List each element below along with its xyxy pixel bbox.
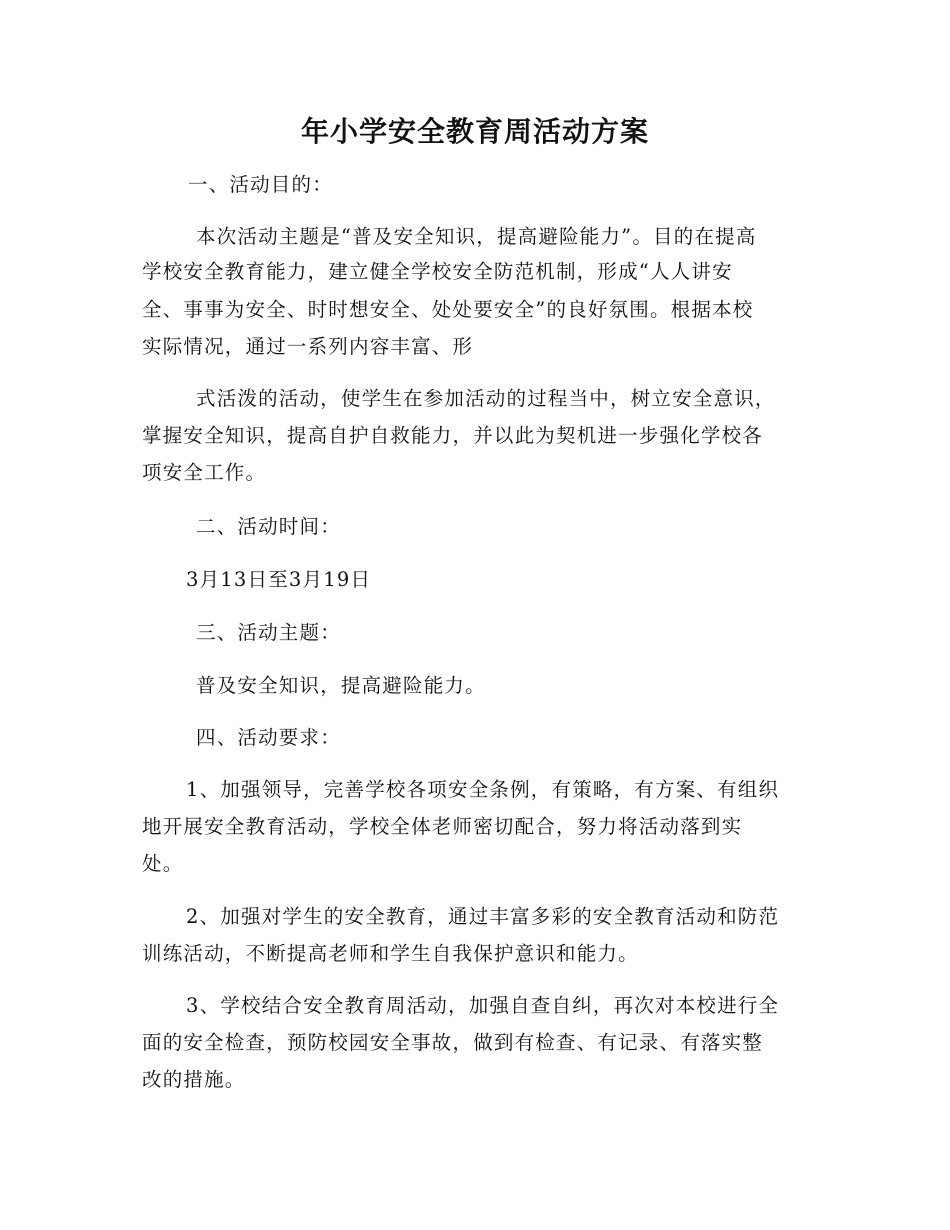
requirement-item-3-line: 改的措施。 — [142, 1068, 246, 1091]
requirement-item-1-line: 地开展安全教育活动，学校全体老师密切配合，努力将活动落到实 — [142, 815, 743, 838]
requirement-item-2-line: 2、加强对学生的安全教育，通过丰富多彩的安全教育活动和防范 — [186, 905, 780, 928]
document-title: 年小学安全教育周活动方案 — [300, 115, 649, 148]
paragraph-line: 掌握安全知识，提高自护自救能力，并以此为契机进一步强化学校各 — [142, 424, 764, 447]
requirement-item-3-line: 3、学校结合安全教育周活动，加强自查自纠，再次对本校进行全 — [186, 994, 780, 1017]
activity-dates: 3月13日至3月19日 — [186, 568, 372, 591]
paragraph-line: 本次活动主题是“普及安全知识，提高避险能力”。目的在提高 — [196, 225, 757, 248]
paragraph-line: 全、事事为安全、时时想安全、处处要安全”的良好氛围。根据本校 — [142, 298, 754, 321]
requirement-item-1-line: 处。 — [142, 852, 184, 875]
requirement-item-3-line: 面的安全检查，预防校园安全事故，做到有检查、有记录、有落实整 — [142, 1031, 764, 1054]
activity-theme: 普及安全知识，提高避险能力。 — [196, 674, 486, 697]
requirement-item-1-line: 1、加强领导，完善学校各项安全条例，有策略，有方案、有组织 — [186, 778, 780, 801]
section-heading-time: 二、活动时间： — [196, 515, 341, 538]
requirement-item-2-line: 训练活动，不断提高老师和学生自我保护意识和能力。 — [142, 942, 639, 965]
paragraph-line: 学校安全教育能力，建立健全学校安全防范机制，形成“人人讲安 — [142, 260, 733, 283]
section-heading-purpose: 一、活动目的： — [188, 173, 333, 196]
paragraph-line: 项安全工作。 — [142, 461, 267, 484]
section-heading-theme: 三、活动主题： — [196, 621, 341, 644]
paragraph-line: 式活泼的活动，使学生在参加活动的过程当中，树立安全意识， — [196, 387, 776, 410]
section-heading-requirements: 四、活动要求： — [196, 726, 341, 749]
paragraph-line: 实际情况，通过一系列内容丰富、形 — [142, 335, 474, 358]
